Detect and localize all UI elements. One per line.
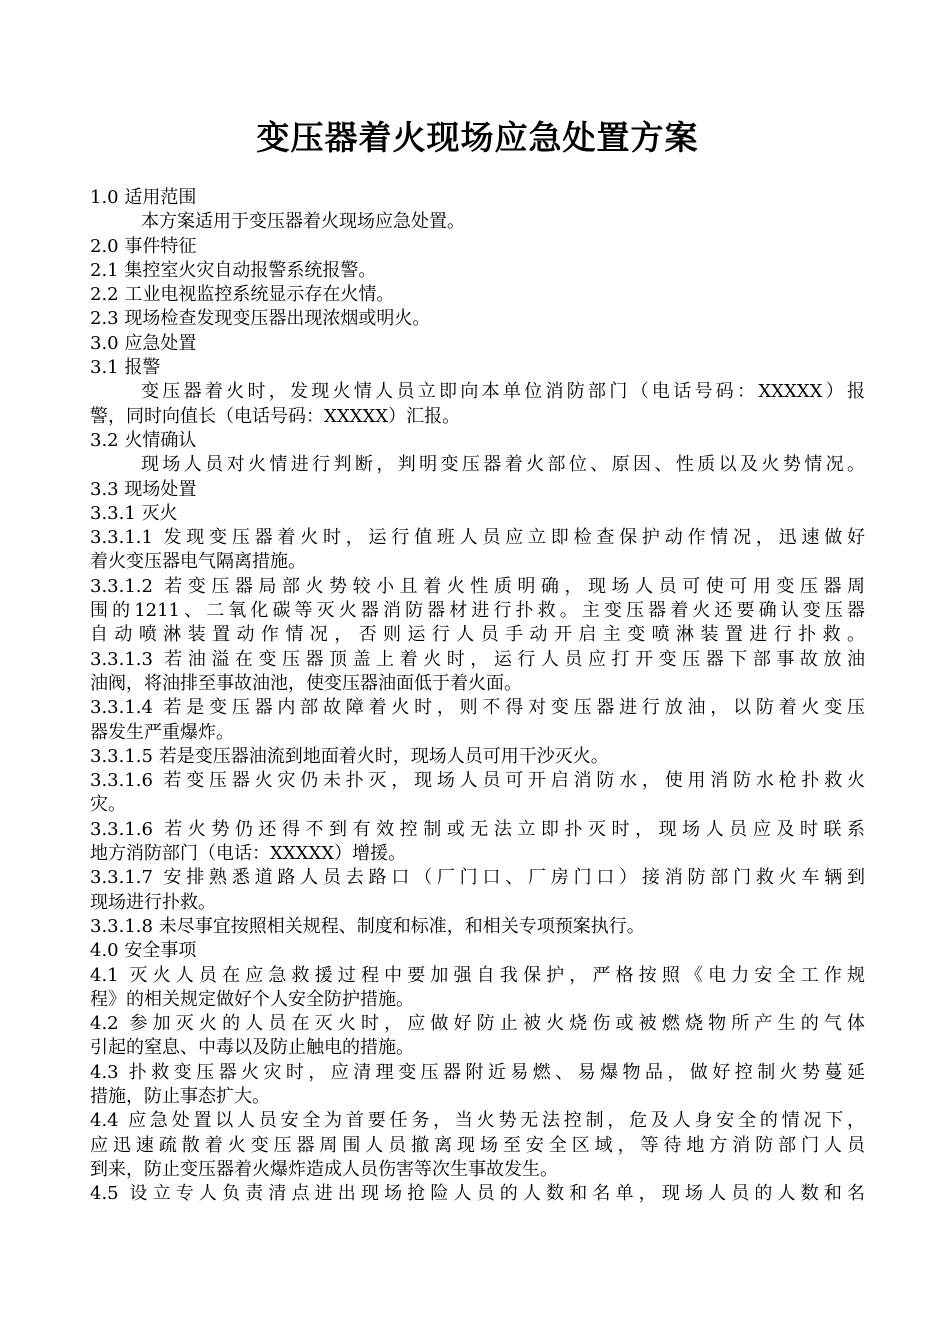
text-line <box>90 283 865 307</box>
text-line <box>90 672 865 696</box>
text-line <box>90 623 865 647</box>
text-line <box>90 1061 865 1085</box>
text-line-content: 3.1 报警 <box>90 357 161 379</box>
text-line <box>90 745 865 769</box>
text-line-content: 3.3.1 灭火 <box>90 502 178 524</box>
text-line-content: 措施，防止事态扩大。 <box>90 1085 270 1107</box>
text-line <box>90 526 865 550</box>
text-line-content: 3.3.1.5 若是变压器油流到地面着火时，现场人员可用干沙灭火。 <box>90 745 609 767</box>
text-line <box>90 259 865 283</box>
text-line <box>90 235 865 259</box>
text-line <box>90 793 865 817</box>
text-line <box>90 1036 865 1060</box>
text-line <box>90 186 865 210</box>
text-line-content: 4.2 参加灭火的人员在灭火时，应做好防止被火烧伤或被燃烧物所产生的气体 <box>90 1013 865 1035</box>
text-line <box>90 502 865 526</box>
text-line-content: 1.0 适用范围 <box>90 187 197 208</box>
text-line-content: 2.1 集控室火灾自动报警系统报警。 <box>90 259 377 281</box>
text-line <box>90 478 865 502</box>
text-line-content: 灾。 <box>90 794 126 816</box>
text-line <box>90 1012 865 1036</box>
text-line <box>90 1085 865 1109</box>
text-line-content: 4.0 安全事项 <box>90 940 197 962</box>
text-line <box>90 964 865 988</box>
text-line <box>90 1134 865 1158</box>
text-line-content: 2.2 工业电视监控系统显示存在火情。 <box>90 284 395 306</box>
text-line-content: 3.0 应急处置 <box>90 332 197 354</box>
text-line-content: 到来，防止变压器着火爆炸造成人员伤害等次生事故发生。 <box>90 1158 558 1180</box>
text-line-content: 程》的相关规定做好个人安全防护措施。 <box>90 988 414 1010</box>
text-line <box>90 599 865 623</box>
text-line <box>90 332 865 356</box>
text-line <box>90 842 865 866</box>
text-line <box>90 915 865 939</box>
text-line-content: 2.3 现场检查发现变压器出现浓烟或明火。 <box>90 308 431 330</box>
text-line-content: 3.3.1.8 未尽事宜按照相关规程、制度和标准，和相关专项预案执行。 <box>90 915 645 937</box>
text-line-content: 现场人员对火情进行判断，判明变压器着火部位、原因、性质以及火势情况。 <box>141 454 865 476</box>
text-line <box>90 429 865 453</box>
text-line <box>90 210 865 234</box>
text-line-content: 警，同时向值长（电话号码：XXXXX）汇报。 <box>90 405 461 427</box>
text-line <box>90 405 865 429</box>
document-page <box>90 0 865 1344</box>
text-line-content: 变压器着火时，发现火情人员立即向本单位消防部门（电话号码：XXXXX）报 <box>141 381 865 403</box>
text-line <box>90 356 865 380</box>
text-line <box>90 866 865 890</box>
text-line-content: 4.3 扑救变压器火灾时，应清理变压器附近易燃、易爆物品，做好控制火势蔓延 <box>90 1061 865 1083</box>
text-line <box>90 769 865 793</box>
text-line <box>90 891 865 915</box>
document-title: 变压器着火现场应急处置方案 <box>256 118 699 157</box>
text-line-content: 3.3.1.3 若油溢在变压器顶盖上着火时，运行人员应打开变压器下部事故放油 <box>90 648 865 670</box>
text-line-content: 围的1211、二氧化碳等灭火器消防器材进行扑救。主变压器着火还要确认变压器 <box>90 600 865 622</box>
text-line <box>90 696 865 720</box>
text-line <box>90 988 865 1012</box>
text-line-content: 应迅速疏散着火变压器周围人员撤离现场至安全区域，等待地方消防部门人员 <box>90 1134 865 1156</box>
text-line-content: 地方消防部门（电话：XXXXX）增援。 <box>90 843 407 865</box>
text-line <box>90 721 865 745</box>
text-line-content: 2.0 事件特征 <box>90 235 197 257</box>
text-line <box>90 1182 865 1206</box>
text-line-content: 4.5 设立专人负责清点进出现场抢险人员的人数和名单，现场人员的人数和名 <box>90 1183 865 1205</box>
text-line-content: 4.4 应急处置以人员安全为首要任务，当火势无法控制，危及人身安全的情况下， <box>90 1110 865 1132</box>
text-line <box>90 1109 865 1133</box>
text-line-content: 自动喷淋装置动作情况，否则运行人员手动开启主变喷淋装置进行扑救。 <box>90 624 865 646</box>
text-line-content: 3.3 现场处置 <box>90 478 197 500</box>
text-line <box>90 380 865 404</box>
text-line-content: 油阀，将油排至事故油池，使变压器油面低于着火面。 <box>90 672 522 694</box>
text-line-content: 3.3.1.2 若变压器局部火势较小且着火性质明确，现场人员可使可用变压器周 <box>90 575 865 597</box>
text-line-content: 器发生严重爆炸。 <box>90 721 234 743</box>
text-line-content: 3.3.1.4 若是变压器内部故障着火时，则不得对变压器进行放油，以防着火变压 <box>90 697 865 719</box>
text-line-content: 本方案适用于变压器着火现场应急处置。 <box>141 211 465 233</box>
text-line-content: 3.3.1.1 发现变压器着火时，运行值班人员应立即检查保护动作情况，迅速做好 <box>90 527 865 549</box>
text-line <box>90 550 865 574</box>
text-line-content: 现场进行扑救。 <box>90 891 216 913</box>
text-line-content: 着火变压器电气隔离措施。 <box>90 551 306 573</box>
text-line-content: 引起的窒息、中毒以及防止触电的措施。 <box>90 1037 414 1059</box>
text-line-content: 4.1 灭火人员在应急救援过程中要加强自我保护，严格按照《电力安全工作规 <box>90 964 865 986</box>
text-line <box>90 939 865 963</box>
text-line-content: 3.3.1.6 若变压器火灾仍未扑灭，现场人员可开启消防水，使用消防水枪扑救火 <box>90 770 865 792</box>
document-body <box>90 186 865 1206</box>
text-line-content: 3.3.1.7 安排熟悉道路人员去路口（厂门口、厂房门口）接消防部门救火车辆到 <box>90 867 865 889</box>
text-line <box>90 307 865 331</box>
text-line <box>90 575 865 599</box>
text-line <box>90 1158 865 1182</box>
text-line <box>90 818 865 842</box>
text-line-content: 3.3.1.6 若火势仍还得不到有效控制或无法立即扑灭时，现场人员应及时联系 <box>90 818 865 840</box>
text-line <box>90 648 865 672</box>
text-line <box>90 453 865 477</box>
text-line-content: 3.2 火情确认 <box>90 429 197 451</box>
